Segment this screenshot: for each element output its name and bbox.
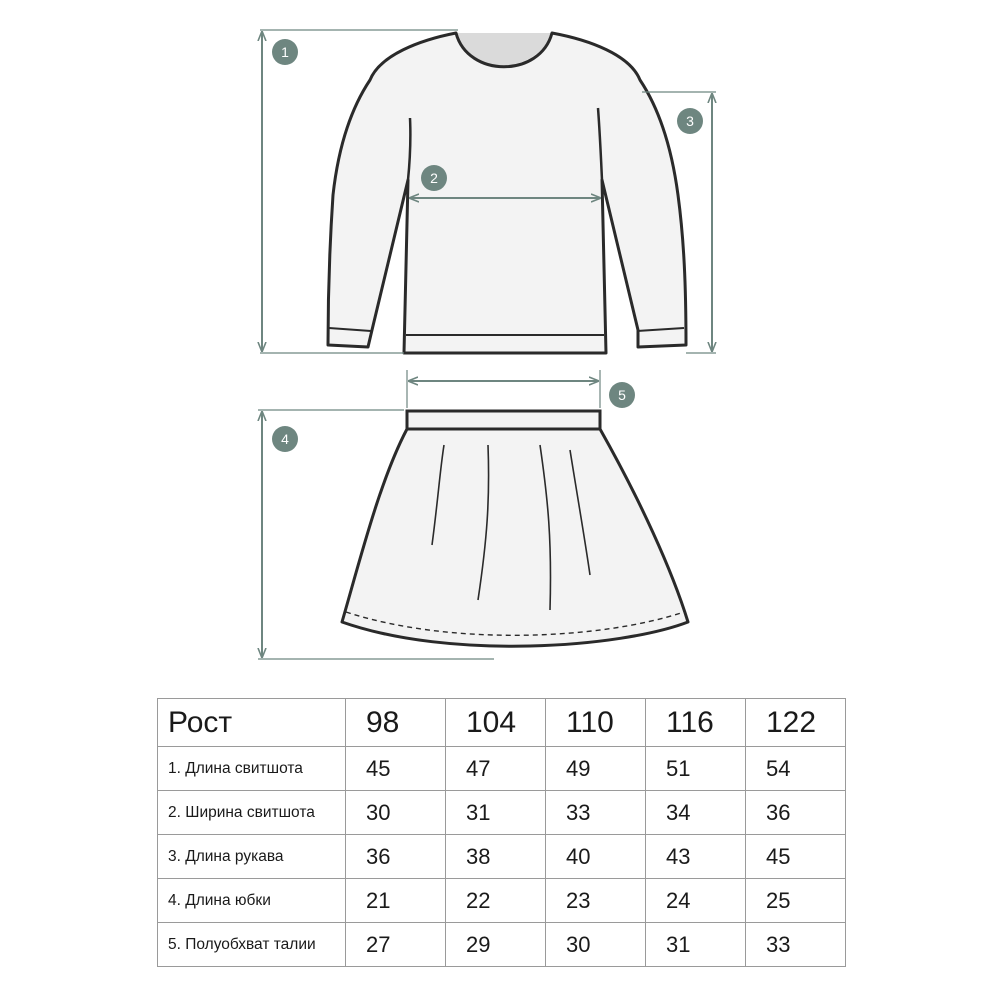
- table-cell: 54: [746, 747, 846, 791]
- table-row: [158, 791, 846, 835]
- marker-number: 3: [686, 113, 694, 129]
- table-cell: 36: [746, 791, 846, 835]
- table-row: [158, 747, 846, 791]
- size-header: 110: [546, 699, 646, 747]
- table-cell: 30: [546, 923, 646, 967]
- table-row: [158, 879, 846, 923]
- table-cell: 30: [346, 791, 446, 835]
- table-cell: 31: [646, 923, 746, 967]
- table-cell: 45: [346, 747, 446, 791]
- marker-badge-4: [272, 426, 298, 452]
- row-label: 3. Длина рукава: [158, 835, 346, 879]
- table-header-row: [158, 699, 846, 747]
- table-cell: 45: [746, 835, 846, 879]
- row-label: 2. Ширина свитшота: [158, 791, 346, 835]
- skirt-waistband: [407, 411, 600, 429]
- row-label: 1. Длина свитшота: [158, 747, 346, 791]
- table-cell: 25: [746, 879, 846, 923]
- skirt-body: [342, 429, 688, 646]
- table-cell: 27: [346, 923, 446, 967]
- marker-number: 4: [281, 431, 289, 447]
- marker-number: 1: [281, 44, 289, 60]
- marker-number: 2: [430, 170, 438, 186]
- sweatshirt-outline: [328, 33, 686, 353]
- marker-number: 5: [618, 387, 626, 403]
- marker-badge-2: [421, 165, 447, 191]
- table-cell: 29: [446, 923, 546, 967]
- marker-badge-3: [677, 108, 703, 134]
- table-cell: 33: [546, 791, 646, 835]
- size-header: 98: [346, 699, 446, 747]
- table-row: [158, 835, 846, 879]
- table-cell: 34: [646, 791, 746, 835]
- row-label: 4. Длина юбки: [158, 879, 346, 923]
- table-cell: 22: [446, 879, 546, 923]
- table-cell: 36: [346, 835, 446, 879]
- size-header: 122: [746, 699, 846, 747]
- table-cell: 31: [446, 791, 546, 835]
- table-cell: 33: [746, 923, 846, 967]
- sweatshirt-drawing: [328, 33, 686, 353]
- table-cell: 21: [346, 879, 446, 923]
- marker-badge-1: [272, 39, 298, 65]
- table-cell: 49: [546, 747, 646, 791]
- table-row: [158, 923, 846, 967]
- height-header: Рост: [158, 699, 346, 747]
- row-label: 5. Полуобхват талии: [158, 923, 346, 967]
- table-cell: 40: [546, 835, 646, 879]
- table-cell: 24: [646, 879, 746, 923]
- skirt-drawing: [342, 411, 688, 646]
- table-cell: 43: [646, 835, 746, 879]
- size-header: 116: [646, 699, 746, 747]
- marker-badge-5: [609, 382, 635, 408]
- table-cell: 47: [446, 747, 546, 791]
- table-cell: 23: [546, 879, 646, 923]
- size-chart-table: [157, 698, 846, 967]
- table-cell: 51: [646, 747, 746, 791]
- size-header: 104: [446, 699, 546, 747]
- table-cell: 38: [446, 835, 546, 879]
